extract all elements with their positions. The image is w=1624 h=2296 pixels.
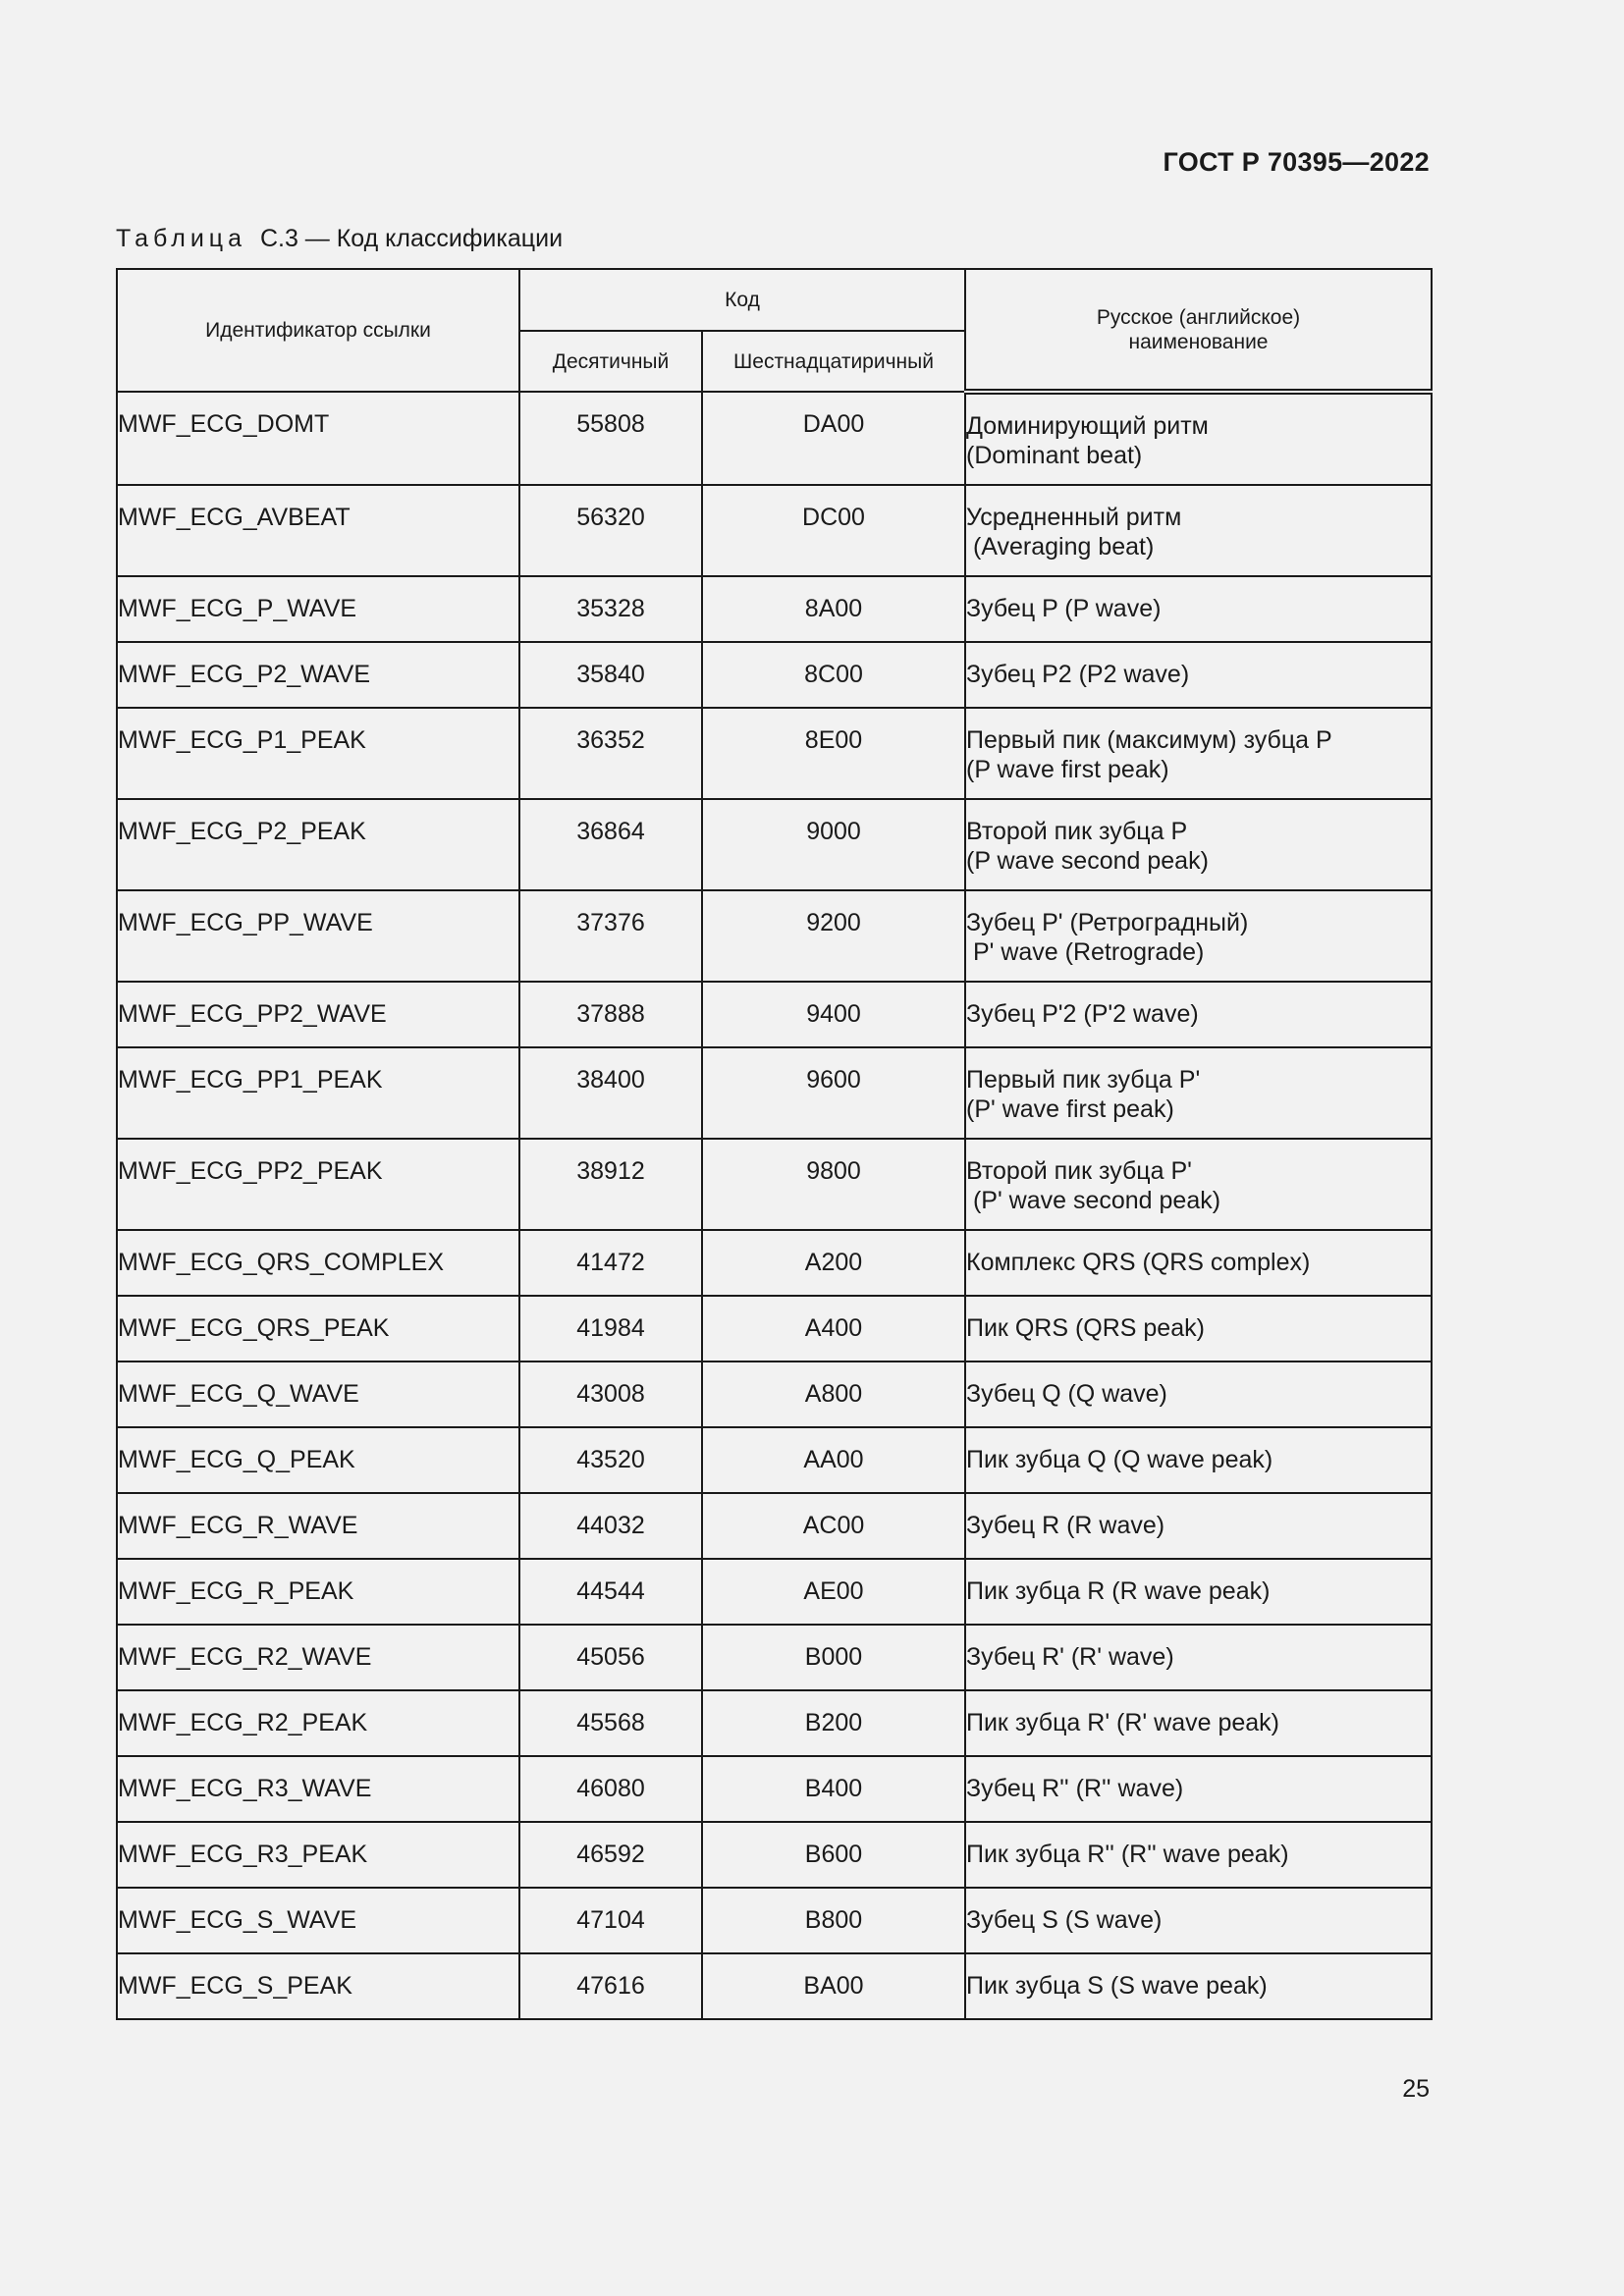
row-reference-id: MWF_ECG_Q_WAVE xyxy=(117,1362,519,1427)
page-number: 25 xyxy=(1402,2075,1430,2103)
table-row xyxy=(117,1756,1432,1822)
table-row xyxy=(117,1296,1432,1362)
header-reference-id: Идентификатор ссылки xyxy=(117,269,519,392)
row-reference-id: MWF_ECG_P2_PEAK xyxy=(117,799,519,890)
row-name xyxy=(965,1756,1432,1822)
row-decimal-code: 47104 xyxy=(519,1888,702,1953)
row-reference-id: MWF_ECG_PP2_PEAK xyxy=(117,1139,519,1230)
table-row xyxy=(117,1625,1432,1690)
row-name xyxy=(965,1139,1432,1230)
row-name xyxy=(965,1559,1432,1625)
row-hex-code: B600 xyxy=(702,1822,965,1888)
row-hex-code: 9000 xyxy=(702,799,965,890)
row-decimal-code: 55808 xyxy=(519,392,702,485)
table-row xyxy=(117,1047,1432,1139)
header-name-text: Русское (английское) наименование xyxy=(1096,305,1301,353)
row-hex-code: A200 xyxy=(702,1230,965,1296)
row-name xyxy=(965,1888,1432,1953)
table-row xyxy=(117,1493,1432,1559)
table-row xyxy=(117,1690,1432,1756)
row-name-line: Зубец R' (R' wave) xyxy=(966,1643,1174,1671)
row-hex-code: 9800 xyxy=(702,1139,965,1230)
row-name-line: Пик зубца R'' (R'' wave peak) xyxy=(966,1841,1289,1868)
row-reference-id: MWF_ECG_S_WAVE xyxy=(117,1888,519,1953)
row-name-line: Первый пик (максимум) зубца P xyxy=(966,726,1332,754)
row-hex-code: 9400 xyxy=(702,982,965,1047)
row-hex-code: B000 xyxy=(702,1625,965,1690)
row-name-line: P' wave (Retrograde) xyxy=(966,938,1205,966)
row-name-line: Усредненный ритм xyxy=(966,504,1182,531)
row-hex-code: B800 xyxy=(702,1888,965,1953)
row-decimal-code: 43520 xyxy=(519,1427,702,1493)
table-row xyxy=(117,708,1432,799)
row-name xyxy=(965,1493,1432,1559)
row-name-line: Зубец R'' (R'' wave) xyxy=(966,1775,1184,1802)
row-name-line: (P' wave second peak) xyxy=(966,1187,1221,1214)
row-decimal-code: 56320 xyxy=(519,485,702,576)
table-caption-label: Таблица xyxy=(116,225,247,252)
row-name xyxy=(965,890,1432,982)
header-hex: Шестнадцатиричный xyxy=(702,331,965,392)
row-reference-id: MWF_ECG_P2_WAVE xyxy=(117,642,519,708)
row-reference-id: MWF_ECG_QRS_PEAK xyxy=(117,1296,519,1362)
row-reference-id: MWF_ECG_QRS_COMPLEX xyxy=(117,1230,519,1296)
table-row xyxy=(117,485,1432,576)
classification-table xyxy=(116,268,1433,2020)
row-reference-id: MWF_ECG_PP1_PEAK xyxy=(117,1047,519,1139)
row-name xyxy=(965,1427,1432,1493)
row-reference-id: MWF_ECG_P1_PEAK xyxy=(117,708,519,799)
row-decimal-code: 38400 xyxy=(519,1047,702,1139)
document-header: ГОСТ Р 70395—2022 xyxy=(1163,147,1430,177)
row-name-line: Доминирующий ритм xyxy=(966,412,1209,440)
row-name xyxy=(965,1230,1432,1296)
row-name xyxy=(965,982,1432,1047)
row-hex-code: 8A00 xyxy=(702,576,965,642)
row-hex-code: AA00 xyxy=(702,1427,965,1493)
row-name-line: (P wave second peak) xyxy=(966,847,1209,875)
table-row xyxy=(117,1559,1432,1625)
row-hex-code: AC00 xyxy=(702,1493,965,1559)
table-caption xyxy=(116,225,563,253)
table-row xyxy=(117,799,1432,890)
row-name-line: (Dominant beat) xyxy=(966,442,1143,469)
row-decimal-code: 46080 xyxy=(519,1756,702,1822)
row-name-line: Пик зубца Q (Q wave peak) xyxy=(966,1446,1273,1473)
row-decimal-code: 36352 xyxy=(519,708,702,799)
row-reference-id: MWF_ECG_R2_WAVE xyxy=(117,1625,519,1690)
row-name-line: (P wave first peak) xyxy=(966,756,1169,783)
row-name xyxy=(965,1047,1432,1139)
table-row xyxy=(117,1139,1432,1230)
row-name xyxy=(965,1362,1432,1427)
row-decimal-code: 46592 xyxy=(519,1822,702,1888)
row-hex-code: 8E00 xyxy=(702,708,965,799)
table-row xyxy=(117,1822,1432,1888)
row-reference-id: MWF_ECG_PP_WAVE xyxy=(117,890,519,982)
row-decimal-code: 44032 xyxy=(519,1493,702,1559)
row-name-line: Зубец P' (Ретроградный) xyxy=(966,909,1249,936)
row-hex-code: B400 xyxy=(702,1756,965,1822)
row-hex-code: BA00 xyxy=(702,1953,965,2019)
header-decimal: Десятичный xyxy=(519,331,702,392)
row-name-line: Пик QRS (QRS peak) xyxy=(966,1314,1205,1342)
table-caption-text: С.3 — Код классификации xyxy=(259,225,564,252)
row-decimal-code: 47616 xyxy=(519,1953,702,2019)
header-code: Код xyxy=(519,269,965,331)
row-name xyxy=(965,485,1432,576)
row-hex-code: 9200 xyxy=(702,890,965,982)
row-decimal-code: 44544 xyxy=(519,1559,702,1625)
row-reference-id: MWF_ECG_DOMT xyxy=(117,392,519,485)
table-row xyxy=(117,890,1432,982)
row-decimal-code: 45056 xyxy=(519,1625,702,1690)
row-hex-code: 9600 xyxy=(702,1047,965,1139)
row-name-line: Зубец S (S wave) xyxy=(966,1906,1163,1934)
table-body xyxy=(117,392,1432,2019)
row-reference-id: MWF_ECG_S_PEAK xyxy=(117,1953,519,2019)
row-name xyxy=(965,1625,1432,1690)
row-name-line: Зубец P2 (P2 wave) xyxy=(966,661,1190,688)
row-decimal-code: 45568 xyxy=(519,1690,702,1756)
row-reference-id: MWF_ECG_AVBEAT xyxy=(117,485,519,576)
row-decimal-code: 36864 xyxy=(519,799,702,890)
row-name xyxy=(965,642,1432,708)
header-name xyxy=(965,269,1432,392)
row-reference-id: MWF_ECG_R_WAVE xyxy=(117,1493,519,1559)
row-decimal-code: 35328 xyxy=(519,576,702,642)
row-reference-id: MWF_ECG_Q_PEAK xyxy=(117,1427,519,1493)
row-name xyxy=(965,1296,1432,1362)
table-row xyxy=(117,1362,1432,1427)
row-hex-code: DC00 xyxy=(702,485,965,576)
row-name-line: Пик зубца S (S wave peak) xyxy=(966,1972,1268,2000)
row-name xyxy=(965,576,1432,642)
row-name-line: Зубец P'2 (P'2 wave) xyxy=(966,1000,1199,1028)
row-name xyxy=(965,1953,1432,2019)
row-hex-code: 8C00 xyxy=(702,642,965,708)
table-row xyxy=(117,576,1432,642)
row-hex-code: DA00 xyxy=(702,392,965,485)
table-row xyxy=(117,1427,1432,1493)
row-reference-id: MWF_ECG_P_WAVE xyxy=(117,576,519,642)
row-hex-code: B200 xyxy=(702,1690,965,1756)
row-reference-id: MWF_ECG_R_PEAK xyxy=(117,1559,519,1625)
row-name-line: Комплекс QRS (QRS complex) xyxy=(966,1249,1311,1276)
row-reference-id: MWF_ECG_PP2_WAVE xyxy=(117,982,519,1047)
table-row xyxy=(117,642,1432,708)
row-name-line: (P' wave first peak) xyxy=(966,1095,1174,1123)
row-name-line: Первый пик зубца P' xyxy=(966,1066,1201,1094)
row-decimal-code: 41984 xyxy=(519,1296,702,1362)
row-name-line: Зубец Q (Q wave) xyxy=(966,1380,1167,1408)
row-name xyxy=(965,708,1432,799)
row-name xyxy=(965,799,1432,890)
row-decimal-code: 37376 xyxy=(519,890,702,982)
row-name xyxy=(965,392,1432,485)
table-row xyxy=(117,1230,1432,1296)
table-row xyxy=(117,392,1432,485)
table-row xyxy=(117,982,1432,1047)
row-reference-id: MWF_ECG_R3_PEAK xyxy=(117,1822,519,1888)
row-name-line: Второй пик зубца P xyxy=(966,818,1188,845)
row-decimal-code: 41472 xyxy=(519,1230,702,1296)
row-name-line: Зубец P (P wave) xyxy=(966,595,1162,622)
row-name-line: Зубец R (R wave) xyxy=(966,1512,1165,1539)
row-name-line: Второй пик зубца P' xyxy=(966,1157,1192,1185)
row-name-line: Пик зубца R' (R' wave peak) xyxy=(966,1709,1279,1736)
table-row xyxy=(117,1888,1432,1953)
row-reference-id: MWF_ECG_R3_WAVE xyxy=(117,1756,519,1822)
row-hex-code: A800 xyxy=(702,1362,965,1427)
row-hex-code: A400 xyxy=(702,1296,965,1362)
row-decimal-code: 37888 xyxy=(519,982,702,1047)
row-decimal-code: 35840 xyxy=(519,642,702,708)
row-reference-id: MWF_ECG_R2_PEAK xyxy=(117,1690,519,1756)
row-name-line: (Averaging beat) xyxy=(966,533,1155,561)
row-decimal-code: 38912 xyxy=(519,1139,702,1230)
table-row xyxy=(117,1953,1432,2019)
row-name xyxy=(965,1690,1432,1756)
row-decimal-code: 43008 xyxy=(519,1362,702,1427)
row-name xyxy=(965,1822,1432,1888)
row-name-line: Пик зубца R (R wave peak) xyxy=(966,1577,1271,1605)
row-hex-code: AE00 xyxy=(702,1559,965,1625)
